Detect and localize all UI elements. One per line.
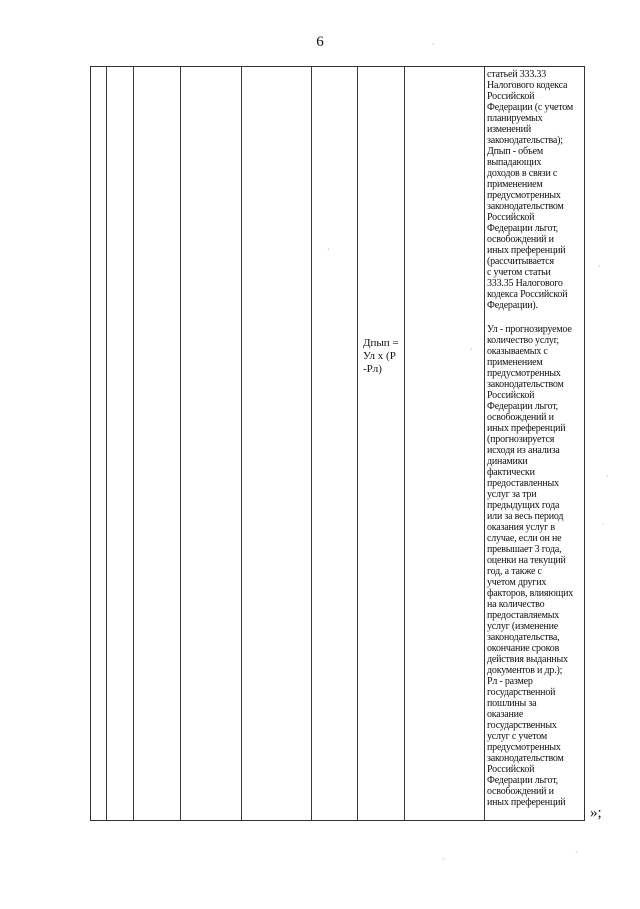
- table-column-divider: [404, 67, 405, 820]
- formula-cell: Дпып = Ул х (Р -Рл): [363, 337, 399, 375]
- table-column-divider: [357, 67, 358, 820]
- scan-speck: ·: [327, 245, 330, 254]
- scan-speck: ·: [575, 848, 578, 857]
- table-column-divider: [133, 67, 134, 820]
- description-paragraph: статьей 333.33 Налогового кодекса Российской Федерации (с учетом планируемых изменений законодательства); Дпып - объем выпадающих доходов в связи с применением предусмотренных законодательством Российской Федерации льгот, освобождений и иных преференций (рассчитывается с учетом статьи 333.35 Налогового кодекса Российской Федерации).: [487, 69, 574, 311]
- scan-speck: ·: [606, 472, 609, 481]
- description-paragraph: Ул - прогнозируемое количество услуг, оказываемых с применением предусмотренных законодательством Российской Федерации льгот, освобождений и иных преференций (прогнозируется исходя из анализа динамики фактически предоставленных услуг за три предыдущих года или за весь период оказания услуг в случае, если он не превышает 3 года, оценки на текущий год, а также с учетом других факторов, влияющих на количество предоставляемых услуг (изменение законодательства, окончание сроков действия выданных документов и др.); Рл - размер государственной пошлины за оказание государственных услуг с учетом предусмотренных законодательством Российской Федерации льгот, освобождений и иных преференций: [487, 324, 574, 808]
- table-column-divider: [180, 67, 181, 820]
- table-column-divider: [484, 67, 485, 820]
- table-frame: [90, 66, 585, 821]
- scan-speck: ·: [470, 345, 473, 354]
- table-column-divider: [241, 67, 242, 820]
- closing-quote-mark: »;: [590, 805, 602, 821]
- scan-speck: ·: [442, 855, 445, 864]
- description-cell: [487, 69, 583, 808]
- scan-speck: ·: [602, 520, 605, 529]
- scan-speck: ·: [598, 262, 601, 271]
- table-column-divider: [311, 67, 312, 820]
- table-column-divider: [106, 67, 107, 820]
- scan-speck: ·: [432, 40, 435, 49]
- paragraph-gap: [487, 311, 583, 324]
- page-number: 6: [316, 34, 324, 50]
